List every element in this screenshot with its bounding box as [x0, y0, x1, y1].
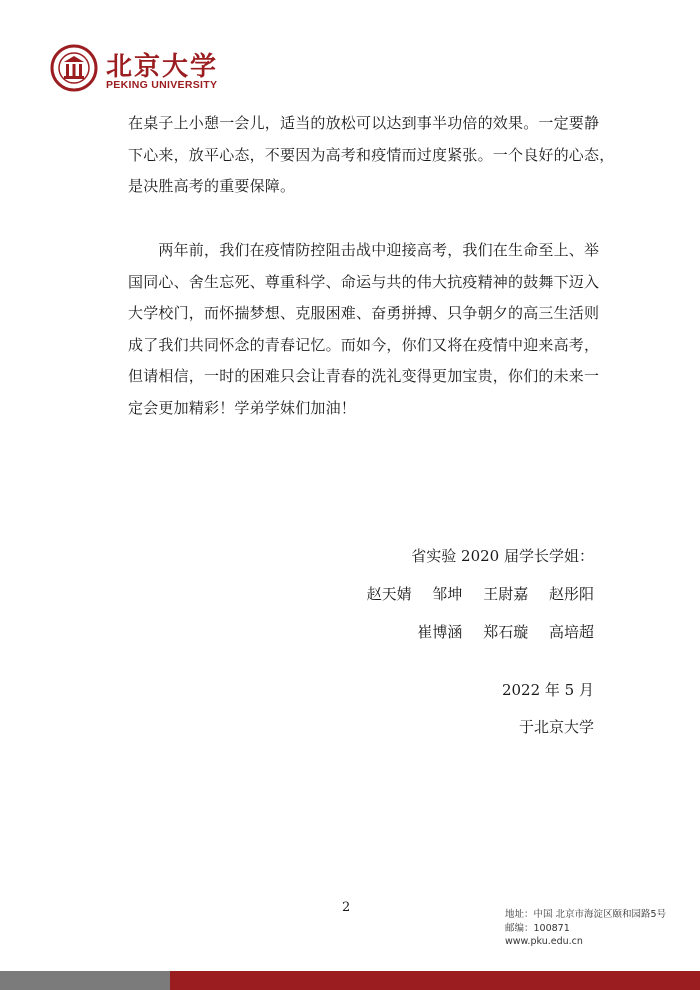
signer-name: 赵天婧: [366, 585, 412, 603]
signature-names-row-2: [401, 621, 594, 642]
signature-place: 于北京大学: [518, 718, 594, 736]
paragraph-2: [128, 235, 598, 424]
signer-name: 赵彤阳: [548, 585, 594, 603]
paragraph-line: 是决胜高考的重要保障。: [128, 177, 296, 195]
footer-postcode: 邮编：100871: [505, 922, 570, 934]
footer-address: 地址：中国 北京市海淀区颐和园路5号: [505, 909, 667, 920]
signer-name: 邹坤: [432, 585, 463, 603]
signature-date: 2022 年 5 月: [501, 681, 594, 699]
paragraph-line: 但请相信，一时的困难只会让青春的洗礼变得更加宝贵，你们的未来一: [128, 367, 600, 385]
signature-names-row-1: [351, 583, 594, 604]
paragraph-line: 在桌子上小憩一会儿，适当的放松可以达到事半功倍的效果。一定要静: [128, 114, 600, 132]
paragraph-1: [128, 108, 615, 203]
logo-english-name: PEKING UNIVERSITY: [106, 79, 218, 91]
footer-contact: [505, 908, 666, 949]
signer-name: 王尉嘉: [483, 585, 529, 603]
paragraph-line: 大学校门，而怀揣梦想、克服困难、奋勇拼搏、只争朝夕的高三生活则: [128, 304, 600, 322]
footer-bar-red: [170, 971, 700, 990]
paragraph-line: 成了我们共同怀念的青春记忆。而如今，你们又将在疫情中迎来高考，: [128, 335, 600, 354]
paragraph-line: 国同心、舍生忘死、尊重科学、命运与共的伟大抗疫精神的鼓舞下迈入: [128, 272, 600, 291]
footer-bar-gray: [0, 971, 180, 990]
footer-website: www.pku.edu.cn: [505, 936, 583, 947]
signer-name: 高培超: [548, 623, 594, 641]
logo-chinese-name: 北京大学: [106, 52, 219, 82]
signature-group: 省实验 2020 届学长学姐：: [411, 547, 594, 565]
signer-name: 崔博涵: [417, 623, 463, 641]
signer-name: 郑石璇: [483, 623, 529, 641]
pku-emblem-icon: [50, 44, 98, 92]
page-number: 2: [342, 900, 351, 915]
paragraph-line: 两年前，我们在疫情防控阻击战中迎接高考，我们在生命至上、举: [128, 241, 600, 259]
paragraph-line: 下心来，放平心态，不要因为高考和疫情而过度紧张。一个良好的心态，: [128, 145, 615, 164]
pku-logo: [50, 44, 219, 94]
paragraph-line: 定会更加精彩！学弟学妹们加油！: [128, 398, 357, 417]
